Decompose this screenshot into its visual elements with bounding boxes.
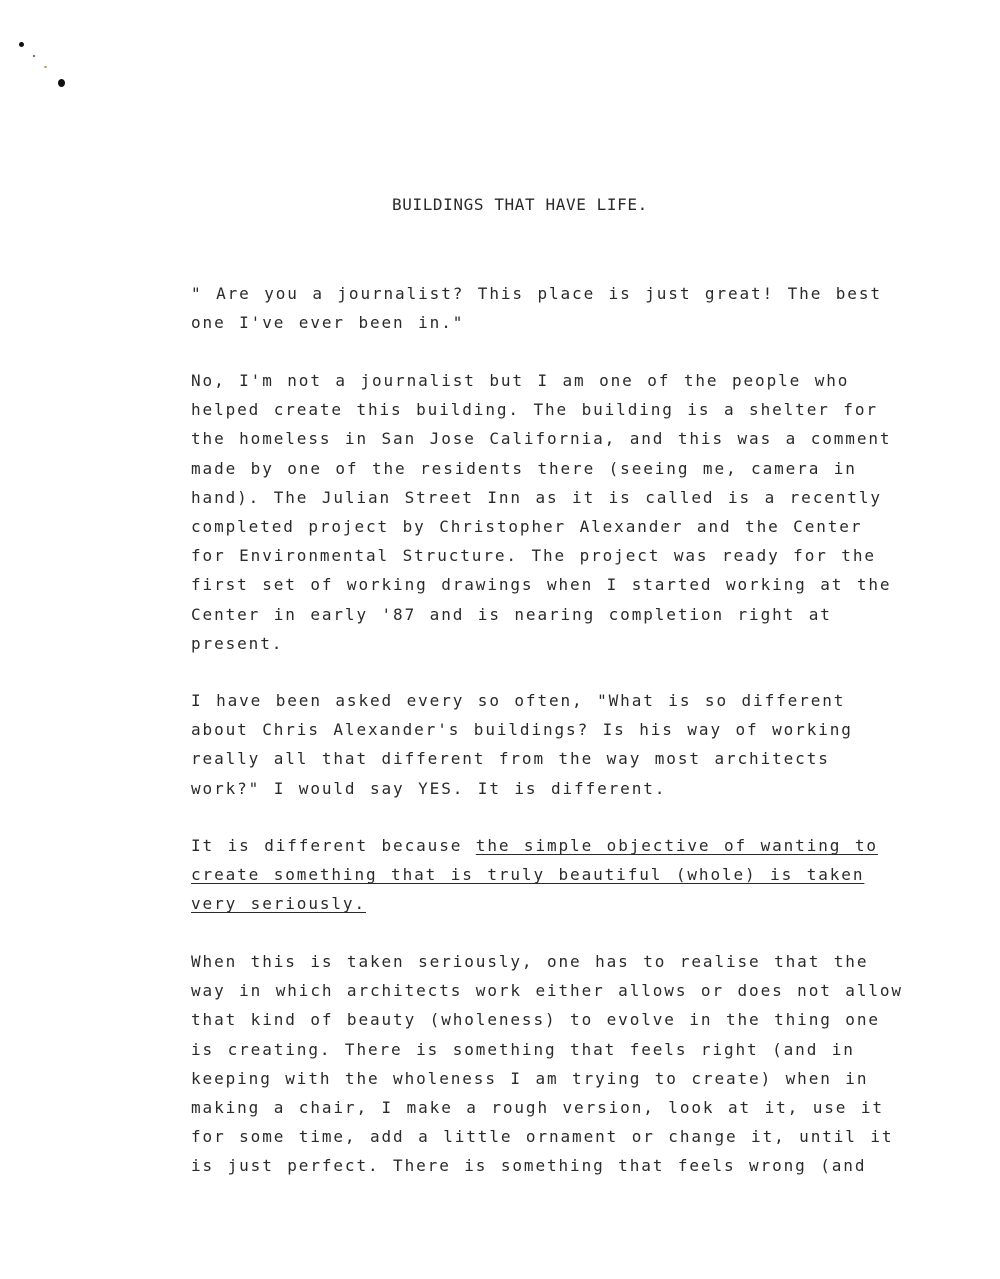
text-line: [191, 831, 911, 860]
text-line: way in which architects work either allows or does not allow: [191, 981, 903, 1001]
text-line: about Chris Alexander's buildings? Is his way of working: [191, 720, 853, 740]
text-line: [191, 889, 911, 918]
plain-text: It is different because: [191, 836, 476, 855]
text-line: is just perfect. There is something that feels wrong (and: [191, 1156, 867, 1176]
text-line: When this is taken seriously, one has to realise that the: [191, 952, 869, 971]
paper-speck: [58, 79, 65, 87]
paper-speck: [19, 42, 24, 47]
underlined-line: create something that is truly beautiful (whole) is taken: [191, 865, 865, 885]
text-line: for some time, add a little ornament or change it, until it: [191, 1127, 894, 1147]
paragraph-4: [191, 831, 911, 919]
text-line: completed project by Christopher Alexander and the Center: [191, 517, 863, 537]
paragraph-3: [191, 686, 911, 803]
page-title: BUILDINGS THAT HAVE LIFE.: [392, 195, 648, 214]
text-line: the homeless in San Jose California, and this was a comment: [191, 429, 892, 449]
text-line: Center in early '87 and is nearing completion right at: [191, 604, 832, 624]
text-line: is creating. There is something that feels right (and in: [191, 1039, 855, 1059]
text-line: making a chair, I make a rough version, look at it, use it: [191, 1098, 884, 1118]
text-line: really all that different from the way most architects: [191, 749, 830, 769]
text-line: hand). The Julian Street Inn as it is called is a recently: [191, 487, 882, 507]
paper-speck: [44, 66, 47, 68]
text-line: helped create this building. The building is a shelter for: [191, 400, 878, 420]
underlined-text: very seriously.: [191, 894, 366, 914]
paper-speck: [33, 55, 35, 57]
text-line: first set of working drawings when I started working at the: [191, 575, 892, 595]
paragraph-1: [191, 279, 911, 337]
underlined-text: the simple objective of wanting to: [475, 836, 878, 855]
text-line: I have been asked every so often, "What is so different: [191, 691, 846, 710]
text-line: for Environmental Structure. The project was ready for the: [191, 546, 876, 566]
paragraph-5: [191, 947, 911, 1181]
paragraph-2: [191, 366, 911, 658]
text-line: " Are you a journalist? This place is just great! The best: [191, 284, 882, 303]
text-line: made by one of the residents there (seeing me, camera in: [191, 458, 857, 478]
text-line: work?" I would say YES. It is different.: [191, 778, 667, 798]
text-line: keeping with the wholeness I am trying to create) when in: [191, 1068, 869, 1088]
text-line: No, I'm not a journalist but I am one of the people who: [191, 371, 850, 390]
text-line: present.: [191, 633, 284, 653]
text-line: one I've ever been in.": [191, 313, 465, 333]
text-line: that kind of beauty (wholeness) to evolve in the thing one: [191, 1010, 880, 1030]
